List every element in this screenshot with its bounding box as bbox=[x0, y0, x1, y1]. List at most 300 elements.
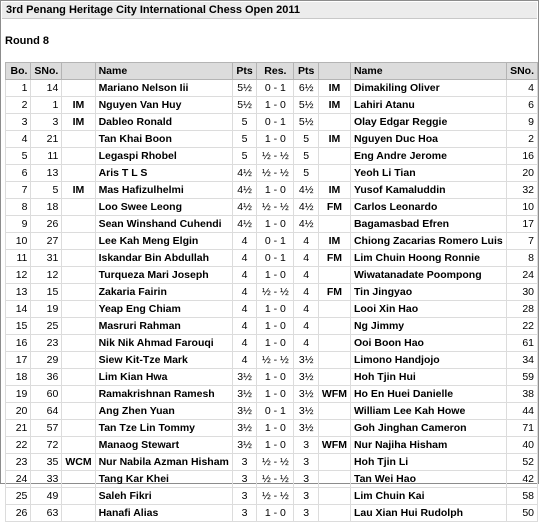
table-row bbox=[6, 284, 538, 301]
table-row bbox=[6, 505, 538, 522]
white-player-name: Iskandar Bin Abdullah bbox=[95, 250, 232, 267]
board-number: 18 bbox=[6, 369, 31, 386]
result: 1 - 0 bbox=[257, 318, 294, 335]
white-title bbox=[62, 352, 95, 369]
board-number: 13 bbox=[6, 284, 31, 301]
black-player-name: Carlos Leonardo bbox=[350, 199, 506, 216]
white-title bbox=[62, 386, 95, 403]
white-player-name: Loo Swee Leong bbox=[95, 199, 232, 216]
black-title bbox=[318, 505, 350, 522]
white-points: 3 bbox=[232, 471, 256, 488]
result: 1 - 0 bbox=[257, 386, 294, 403]
white-points: 4½ bbox=[232, 182, 256, 199]
black-points: 6½ bbox=[294, 80, 318, 97]
black-start-number: 71 bbox=[506, 420, 537, 437]
white-start-number: 57 bbox=[31, 420, 62, 437]
black-points: 3 bbox=[294, 437, 318, 454]
black-title bbox=[318, 165, 350, 182]
white-player-name: Tang Kar Khei bbox=[95, 471, 232, 488]
white-start-number: 33 bbox=[31, 471, 62, 488]
black-player-name: Lahiri Atanu bbox=[350, 97, 506, 114]
col-header-result: Res. bbox=[257, 63, 294, 80]
black-title: WFM bbox=[318, 386, 350, 403]
pairings-body bbox=[6, 80, 538, 522]
black-start-number: 9 bbox=[506, 114, 537, 131]
white-player-name: Tan Tze Lin Tommy bbox=[95, 420, 232, 437]
white-title: IM bbox=[62, 97, 95, 114]
white-start-number: 31 bbox=[31, 250, 62, 267]
black-start-number: 44 bbox=[506, 403, 537, 420]
white-title bbox=[62, 488, 95, 505]
black-title: FM bbox=[318, 250, 350, 267]
result: 1 - 0 bbox=[257, 131, 294, 148]
black-player-name: Hoh Tjin Hui bbox=[350, 369, 506, 386]
white-title bbox=[62, 250, 95, 267]
table-row bbox=[6, 216, 538, 233]
black-player-name: Ng Jimmy bbox=[350, 318, 506, 335]
black-title bbox=[318, 488, 350, 505]
black-title bbox=[318, 420, 350, 437]
table-row bbox=[6, 454, 538, 471]
board-number: 26 bbox=[6, 505, 31, 522]
white-title bbox=[62, 233, 95, 250]
table-row bbox=[6, 386, 538, 403]
black-start-number: 2 bbox=[506, 131, 537, 148]
table-row bbox=[6, 233, 538, 250]
white-points: 4½ bbox=[232, 216, 256, 233]
white-points: 4 bbox=[232, 301, 256, 318]
white-start-number: 36 bbox=[31, 369, 62, 386]
result: 1 - 0 bbox=[257, 182, 294, 199]
table-row bbox=[6, 80, 538, 97]
black-player-name: Olay Edgar Reggie bbox=[350, 114, 506, 131]
black-title bbox=[318, 216, 350, 233]
black-player-name: Ooi Boon Hao bbox=[350, 335, 506, 352]
white-points: 4 bbox=[232, 352, 256, 369]
col-header-name-white: Name bbox=[95, 63, 232, 80]
result: ½ - ½ bbox=[257, 284, 294, 301]
pairings-table bbox=[5, 62, 538, 522]
table-row bbox=[6, 352, 538, 369]
black-points: 4½ bbox=[294, 182, 318, 199]
white-start-number: 3 bbox=[31, 114, 62, 131]
black-start-number: 30 bbox=[506, 284, 537, 301]
black-points: 4 bbox=[294, 250, 318, 267]
black-start-number: 28 bbox=[506, 301, 537, 318]
result: 0 - 1 bbox=[257, 114, 294, 131]
col-header-title-white bbox=[62, 63, 95, 80]
board-number: 22 bbox=[6, 437, 31, 454]
white-start-number: 49 bbox=[31, 488, 62, 505]
black-title bbox=[318, 114, 350, 131]
white-start-number: 13 bbox=[31, 165, 62, 182]
white-title bbox=[62, 80, 95, 97]
result: ½ - ½ bbox=[257, 471, 294, 488]
white-title bbox=[62, 471, 95, 488]
board-number: 12 bbox=[6, 267, 31, 284]
white-points: 5 bbox=[232, 131, 256, 148]
white-title: IM bbox=[62, 114, 95, 131]
white-player-name: Saleh Fikri bbox=[95, 488, 232, 505]
black-points: 4 bbox=[294, 301, 318, 318]
white-start-number: 1 bbox=[31, 97, 62, 114]
black-title: IM bbox=[318, 182, 350, 199]
black-title: FM bbox=[318, 284, 350, 301]
black-title bbox=[318, 318, 350, 335]
black-player-name: Goh Jinghan Cameron bbox=[350, 420, 506, 437]
board-number: 17 bbox=[6, 352, 31, 369]
white-title bbox=[62, 199, 95, 216]
black-start-number: 17 bbox=[506, 216, 537, 233]
black-player-name: Yeoh Li Tian bbox=[350, 165, 506, 182]
board-number: 11 bbox=[6, 250, 31, 267]
white-points: 3 bbox=[232, 488, 256, 505]
black-start-number: 59 bbox=[506, 369, 537, 386]
board-number: 20 bbox=[6, 403, 31, 420]
black-start-number: 24 bbox=[506, 267, 537, 284]
col-header-title-black bbox=[318, 63, 350, 80]
white-player-name: Turqueza Mari Joseph bbox=[95, 267, 232, 284]
white-player-name: Sean Winshand Cuhendi bbox=[95, 216, 232, 233]
white-player-name: Hanafi Alias bbox=[95, 505, 232, 522]
black-points: 4 bbox=[294, 267, 318, 284]
black-points: 4½ bbox=[294, 199, 318, 216]
white-points: 4½ bbox=[232, 165, 256, 182]
black-start-number: 32 bbox=[506, 182, 537, 199]
black-points: 5½ bbox=[294, 97, 318, 114]
table-row bbox=[6, 437, 538, 454]
white-player-name: Dableo Ronald bbox=[95, 114, 232, 131]
table-row bbox=[6, 148, 538, 165]
white-points: 5½ bbox=[232, 97, 256, 114]
black-start-number: 52 bbox=[506, 454, 537, 471]
black-title: WFM bbox=[318, 437, 350, 454]
white-title bbox=[62, 335, 95, 352]
board-number: 5 bbox=[6, 148, 31, 165]
black-points: 3 bbox=[294, 488, 318, 505]
black-points: 3½ bbox=[294, 386, 318, 403]
table-row bbox=[6, 488, 538, 505]
black-title: IM bbox=[318, 80, 350, 97]
white-player-name: Yeap Eng Chiam bbox=[95, 301, 232, 318]
result: 0 - 1 bbox=[257, 233, 294, 250]
white-player-name: Nur Nabila Azman Hisham bbox=[95, 454, 232, 471]
white-player-name: Lim Kian Hwa bbox=[95, 369, 232, 386]
table-row bbox=[6, 182, 538, 199]
white-title bbox=[62, 165, 95, 182]
white-points: 3½ bbox=[232, 369, 256, 386]
white-points: 3 bbox=[232, 454, 256, 471]
white-points: 3½ bbox=[232, 437, 256, 454]
table-row bbox=[6, 97, 538, 114]
board-number: 19 bbox=[6, 386, 31, 403]
table-row bbox=[6, 114, 538, 131]
black-player-name: Chiong Zacarias Romero Luis bbox=[350, 233, 506, 250]
table-row bbox=[6, 420, 538, 437]
black-player-name: Looi Xin Hao bbox=[350, 301, 506, 318]
result: 0 - 1 bbox=[257, 403, 294, 420]
black-player-name: Lim Chuin Kai bbox=[350, 488, 506, 505]
col-header-pts-white: Pts bbox=[232, 63, 256, 80]
white-points: 4 bbox=[232, 233, 256, 250]
black-title: FM bbox=[318, 199, 350, 216]
table-row bbox=[6, 301, 538, 318]
white-title bbox=[62, 267, 95, 284]
white-player-name: Ang Zhen Yuan bbox=[95, 403, 232, 420]
board-number: 4 bbox=[6, 131, 31, 148]
black-title bbox=[318, 335, 350, 352]
board-number: 2 bbox=[6, 97, 31, 114]
table-row bbox=[6, 131, 538, 148]
white-title bbox=[62, 301, 95, 318]
white-title bbox=[62, 403, 95, 420]
white-start-number: 11 bbox=[31, 148, 62, 165]
black-start-number: 6 bbox=[506, 97, 537, 114]
result: ½ - ½ bbox=[257, 199, 294, 216]
board-number: 21 bbox=[6, 420, 31, 437]
table-row bbox=[6, 199, 538, 216]
black-points: 3 bbox=[294, 505, 318, 522]
white-player-name: Siew Kit-Tze Mark bbox=[95, 352, 232, 369]
black-points: 4 bbox=[294, 233, 318, 250]
col-header-sno-white: SNo. bbox=[31, 63, 62, 80]
black-title bbox=[318, 352, 350, 369]
white-points: 3½ bbox=[232, 403, 256, 420]
white-start-number: 63 bbox=[31, 505, 62, 522]
black-start-number: 4 bbox=[506, 80, 537, 97]
round-heading: Round 8 bbox=[5, 35, 49, 47]
white-points: 3 bbox=[232, 505, 256, 522]
board-number: 9 bbox=[6, 216, 31, 233]
black-player-name: Nguyen Duc Hoa bbox=[350, 131, 506, 148]
board-number: 14 bbox=[6, 301, 31, 318]
board-number: 7 bbox=[6, 182, 31, 199]
white-player-name: Masruri Rahman bbox=[95, 318, 232, 335]
col-header-name-black: Name bbox=[350, 63, 506, 80]
result: 1 - 0 bbox=[257, 216, 294, 233]
white-start-number: 60 bbox=[31, 386, 62, 403]
white-player-name: Lee Kah Meng Elgin bbox=[95, 233, 232, 250]
black-player-name: William Lee Kah Howe bbox=[350, 403, 506, 420]
white-points: 4 bbox=[232, 284, 256, 301]
table-header-row bbox=[6, 63, 538, 80]
board-number: 8 bbox=[6, 199, 31, 216]
black-title: IM bbox=[318, 233, 350, 250]
black-start-number: 8 bbox=[506, 250, 537, 267]
result: ½ - ½ bbox=[257, 488, 294, 505]
black-start-number: 20 bbox=[506, 165, 537, 182]
result: 0 - 1 bbox=[257, 80, 294, 97]
white-start-number: 21 bbox=[31, 131, 62, 148]
white-start-number: 72 bbox=[31, 437, 62, 454]
black-title bbox=[318, 301, 350, 318]
table-row bbox=[6, 403, 538, 420]
black-title bbox=[318, 454, 350, 471]
white-start-number: 26 bbox=[31, 216, 62, 233]
black-start-number: 40 bbox=[506, 437, 537, 454]
col-header-sno-black: SNo. bbox=[506, 63, 537, 80]
result: 1 - 0 bbox=[257, 301, 294, 318]
table-row bbox=[6, 471, 538, 488]
white-title bbox=[62, 437, 95, 454]
black-player-name: Limono Handjojo bbox=[350, 352, 506, 369]
black-title bbox=[318, 148, 350, 165]
black-points: 3½ bbox=[294, 420, 318, 437]
white-start-number: 18 bbox=[31, 199, 62, 216]
black-start-number: 42 bbox=[506, 471, 537, 488]
black-player-name: Bagamasbad Efren bbox=[350, 216, 506, 233]
result: ½ - ½ bbox=[257, 352, 294, 369]
black-points: 3 bbox=[294, 454, 318, 471]
board-number: 10 bbox=[6, 233, 31, 250]
black-points: 5 bbox=[294, 148, 318, 165]
black-points: 4 bbox=[294, 335, 318, 352]
white-start-number: 19 bbox=[31, 301, 62, 318]
black-title bbox=[318, 403, 350, 420]
black-player-name: Ho En Huei Danielle bbox=[350, 386, 506, 403]
white-points: 5 bbox=[232, 148, 256, 165]
white-title: WCM bbox=[62, 454, 95, 471]
white-start-number: 25 bbox=[31, 318, 62, 335]
black-player-name: Tan Wei Hao bbox=[350, 471, 506, 488]
black-start-number: 7 bbox=[506, 233, 537, 250]
black-player-name: Wiwatanadate Poompong bbox=[350, 267, 506, 284]
white-start-number: 23 bbox=[31, 335, 62, 352]
result: 1 - 0 bbox=[257, 505, 294, 522]
result: ½ - ½ bbox=[257, 454, 294, 471]
table-row bbox=[6, 369, 538, 386]
white-player-name: Nguyen Van Huy bbox=[95, 97, 232, 114]
table-row bbox=[6, 267, 538, 284]
white-player-name: Nik Nik Ahmad Farouqi bbox=[95, 335, 232, 352]
black-start-number: 22 bbox=[506, 318, 537, 335]
black-start-number: 38 bbox=[506, 386, 537, 403]
white-player-name: Legaspi Rhobel bbox=[95, 148, 232, 165]
black-points: 4 bbox=[294, 284, 318, 301]
black-points: 3½ bbox=[294, 369, 318, 386]
white-player-name: Ramakrishnan Ramesh bbox=[95, 386, 232, 403]
white-player-name: Mariano Nelson Iii bbox=[95, 80, 232, 97]
black-points: 5 bbox=[294, 165, 318, 182]
col-header-pts-black: Pts bbox=[294, 63, 318, 80]
white-start-number: 27 bbox=[31, 233, 62, 250]
white-points: 4 bbox=[232, 267, 256, 284]
black-player-name: Dimakiling Oliver bbox=[350, 80, 506, 97]
table-row bbox=[6, 335, 538, 352]
result: 0 - 1 bbox=[257, 250, 294, 267]
black-points: 5 bbox=[294, 131, 318, 148]
board-number: 6 bbox=[6, 165, 31, 182]
black-start-number: 61 bbox=[506, 335, 537, 352]
board-number: 16 bbox=[6, 335, 31, 352]
white-start-number: 12 bbox=[31, 267, 62, 284]
white-title bbox=[62, 505, 95, 522]
white-player-name: Zakaria Fairin bbox=[95, 284, 232, 301]
black-points: 3 bbox=[294, 471, 318, 488]
white-points: 4 bbox=[232, 335, 256, 352]
result: 1 - 0 bbox=[257, 335, 294, 352]
black-title bbox=[318, 369, 350, 386]
white-player-name: Tan Khai Boon bbox=[95, 131, 232, 148]
table-row bbox=[6, 318, 538, 335]
result: 1 - 0 bbox=[257, 437, 294, 454]
white-player-name: Aris T L S bbox=[95, 165, 232, 182]
black-title: IM bbox=[318, 97, 350, 114]
white-player-name: Manaog Stewart bbox=[95, 437, 232, 454]
white-start-number: 5 bbox=[31, 182, 62, 199]
black-title bbox=[318, 471, 350, 488]
black-player-name: Hoh Tjin Li bbox=[350, 454, 506, 471]
page-title: 3rd Penang Heritage City International Chess Open 2011 bbox=[2, 2, 537, 19]
black-player-name: Nur Najiha Hisham bbox=[350, 437, 506, 454]
white-title bbox=[62, 420, 95, 437]
white-title bbox=[62, 318, 95, 335]
black-title bbox=[318, 267, 350, 284]
white-points: 5 bbox=[232, 114, 256, 131]
black-points: 5½ bbox=[294, 114, 318, 131]
result: 1 - 0 bbox=[257, 267, 294, 284]
black-title: IM bbox=[318, 131, 350, 148]
board-number: 15 bbox=[6, 318, 31, 335]
black-start-number: 34 bbox=[506, 352, 537, 369]
result: 1 - 0 bbox=[257, 97, 294, 114]
white-title bbox=[62, 131, 95, 148]
white-start-number: 35 bbox=[31, 454, 62, 471]
white-player-name: Mas Hafizulhelmi bbox=[95, 182, 232, 199]
board-number: 1 bbox=[6, 80, 31, 97]
black-points: 3½ bbox=[294, 352, 318, 369]
table-row bbox=[6, 250, 538, 267]
result: ½ - ½ bbox=[257, 165, 294, 182]
table-row bbox=[6, 165, 538, 182]
white-start-number: 64 bbox=[31, 403, 62, 420]
white-start-number: 14 bbox=[31, 80, 62, 97]
black-player-name: Yusof Kamaluddin bbox=[350, 182, 506, 199]
black-start-number: 10 bbox=[506, 199, 537, 216]
black-player-name: Eng Andre Jerome bbox=[350, 148, 506, 165]
result: 1 - 0 bbox=[257, 420, 294, 437]
black-player-name: Tin Jingyao bbox=[350, 284, 506, 301]
black-start-number: 50 bbox=[506, 505, 537, 522]
black-points: 4 bbox=[294, 318, 318, 335]
white-points: 4½ bbox=[232, 199, 256, 216]
white-start-number: 15 bbox=[31, 284, 62, 301]
white-title bbox=[62, 148, 95, 165]
white-points: 4 bbox=[232, 318, 256, 335]
black-start-number: 58 bbox=[506, 488, 537, 505]
white-title: IM bbox=[62, 182, 95, 199]
black-points: 3½ bbox=[294, 403, 318, 420]
white-title bbox=[62, 216, 95, 233]
board-number: 25 bbox=[6, 488, 31, 505]
black-points: 4½ bbox=[294, 216, 318, 233]
board-number: 23 bbox=[6, 454, 31, 471]
black-player-name: Lim Chuin Hoong Ronnie bbox=[350, 250, 506, 267]
result: ½ - ½ bbox=[257, 148, 294, 165]
board-number: 3 bbox=[6, 114, 31, 131]
white-points: 3½ bbox=[232, 420, 256, 437]
white-title bbox=[62, 284, 95, 301]
white-points: 5½ bbox=[232, 80, 256, 97]
black-player-name: Lau Xian Hui Rudolph bbox=[350, 505, 506, 522]
white-points: 4 bbox=[232, 250, 256, 267]
board-number: 24 bbox=[6, 471, 31, 488]
col-header-board: Bo. bbox=[6, 63, 31, 80]
white-points: 3½ bbox=[232, 386, 256, 403]
result: 1 - 0 bbox=[257, 369, 294, 386]
black-start-number: 16 bbox=[506, 148, 537, 165]
white-title bbox=[62, 369, 95, 386]
